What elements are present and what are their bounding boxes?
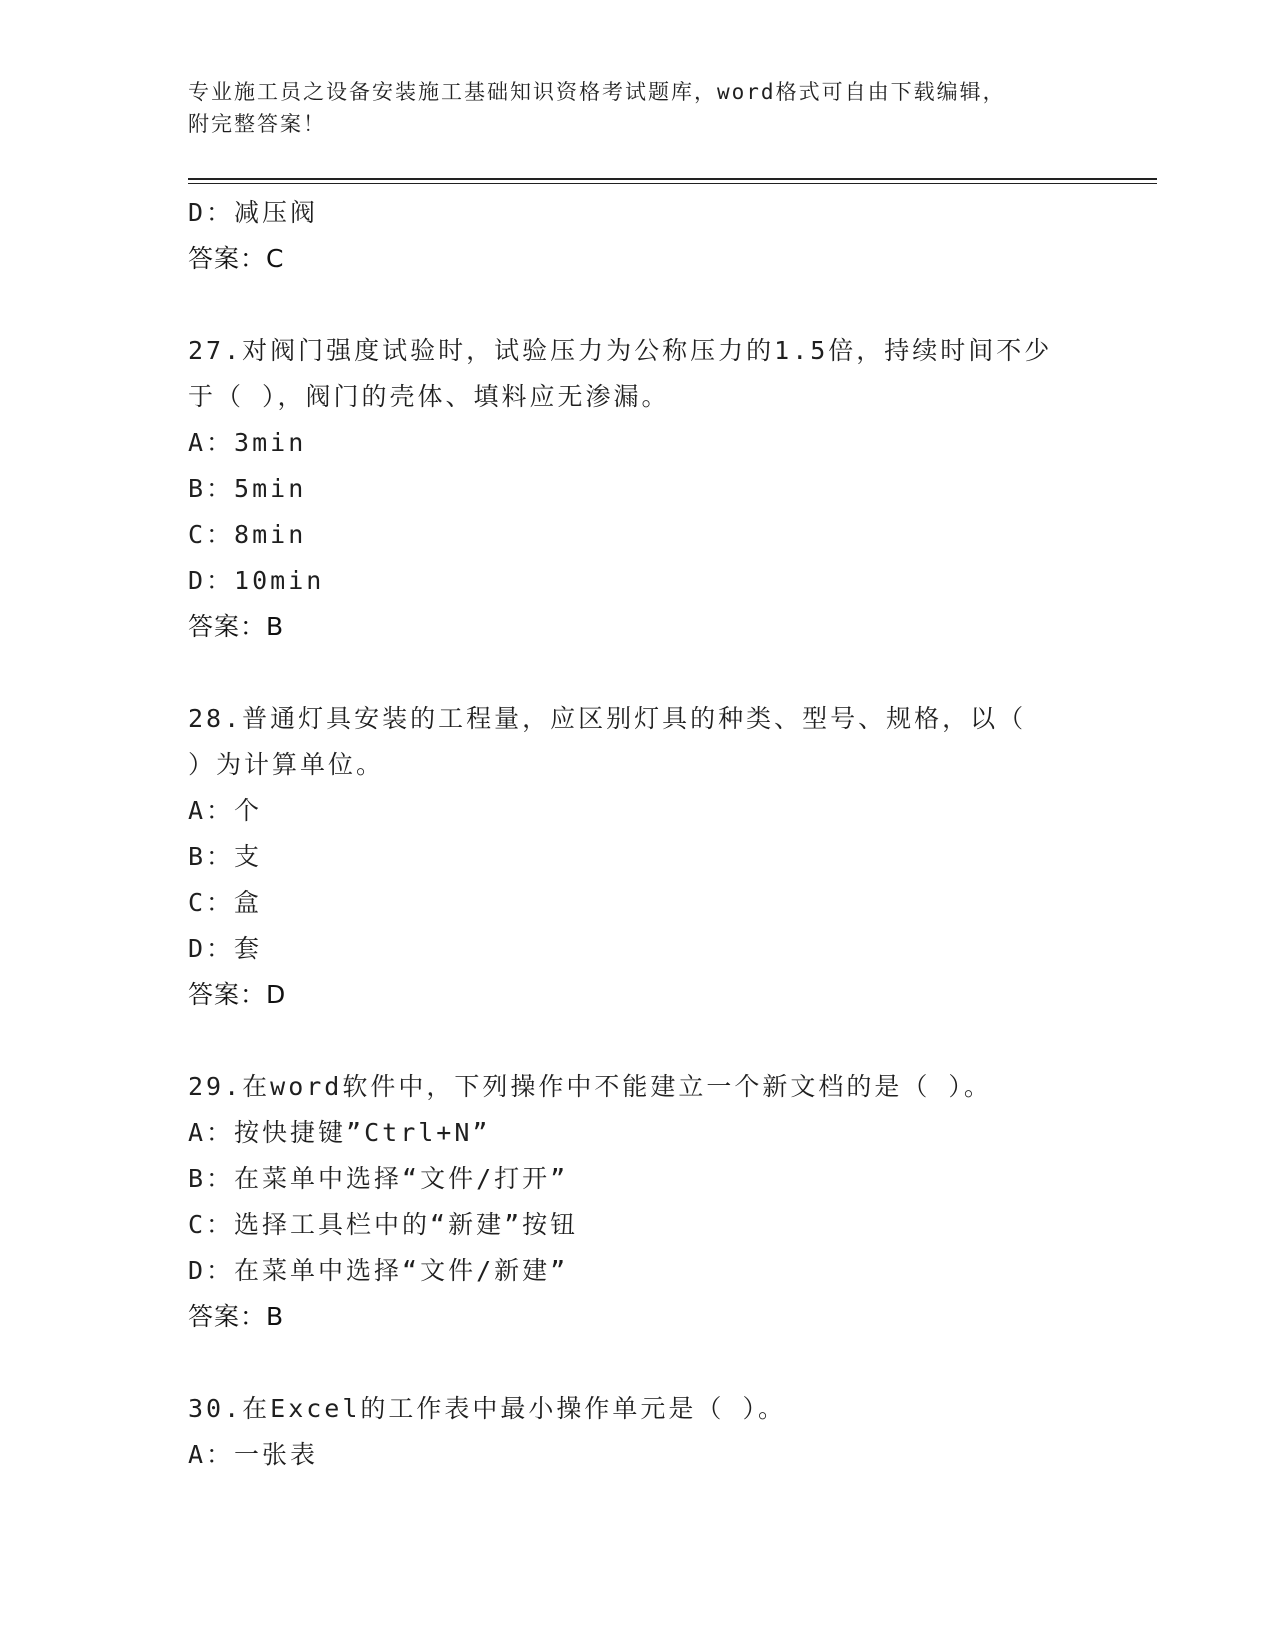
question-text-line: 29.在word软件中，下列操作中不能建立一个新文档的是（ ）。: [188, 1072, 992, 1101]
option-c: C：8min: [188, 520, 307, 549]
header-divider-bottom: [188, 183, 1157, 184]
question-text-line: 28.普通灯具安装的工程量，应区别灯具的种类、型号、规格，以（: [188, 704, 1027, 733]
spacer: [188, 282, 1088, 328]
header-line-1: 专业施工员之设备安装施工基础知识资格考试题库，word格式可自由下载编辑，: [188, 80, 1006, 104]
spacer: [188, 1018, 1088, 1064]
header-divider-top: [188, 178, 1157, 180]
answer-line: 答案：B: [188, 1302, 285, 1331]
question-30: [188, 1386, 1088, 1478]
question-text-line: ）为计算单位。: [188, 750, 385, 779]
answer-line: 答案：C: [188, 244, 285, 273]
header-line-2: 附完整答案！: [188, 112, 326, 136]
option-c: C：选择工具栏中的“新建”按钮: [188, 1210, 579, 1239]
question-29: [188, 1064, 1088, 1340]
question-28: [188, 696, 1088, 1018]
question-list: [188, 190, 1088, 1478]
option-c: C：盒: [188, 888, 263, 917]
previous-question-tail: [188, 190, 1088, 282]
question-27: [188, 328, 1088, 650]
option-a: A：一张表: [188, 1440, 319, 1469]
option-a: A：3min: [188, 428, 307, 457]
option-d: D：减压阀: [188, 198, 319, 227]
option-d: D：10min: [188, 566, 325, 595]
document-header: [188, 76, 1088, 140]
option-b: B：在菜单中选择“文件/打开”: [188, 1164, 569, 1193]
spacer: [188, 650, 1088, 696]
question-text-line: 30.在Excel的工作表中最小操作单元是（ ）。: [188, 1394, 786, 1423]
option-d: D：在菜单中选择“文件/新建”: [188, 1256, 569, 1285]
spacer: [188, 1340, 1088, 1386]
option-d: D：套: [188, 934, 263, 963]
option-b: B：支: [188, 842, 263, 871]
question-text-line: 27.对阀门强度试验时，试验压力为公称压力的1.5倍，持续时间不少: [188, 336, 1053, 365]
question-text-line: 于（ ），阀门的壳体、填料应无渗漏。: [188, 382, 670, 411]
option-a: A：个: [188, 796, 263, 825]
option-a: A：按快捷键”Ctrl+N”: [188, 1118, 491, 1147]
answer-line: 答案：B: [188, 612, 285, 641]
answer-line: 答案：D: [188, 980, 287, 1009]
option-b: B：5min: [188, 474, 307, 503]
